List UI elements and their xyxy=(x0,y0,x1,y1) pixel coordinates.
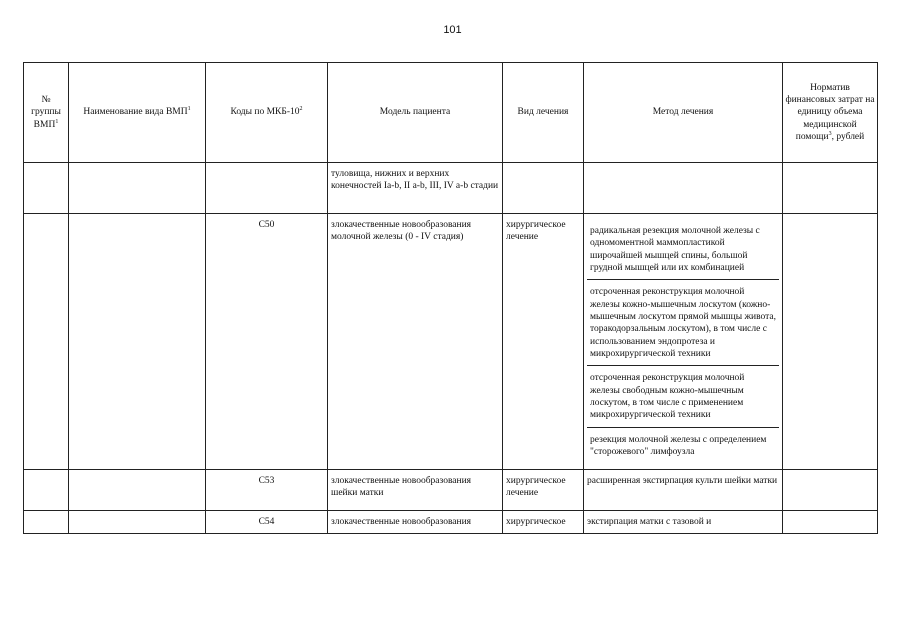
vmp-name-cell xyxy=(69,469,206,510)
cost-norm-cell xyxy=(783,469,878,510)
patient-model-cell: злокачественные новообразования шейки матки xyxy=(328,469,503,510)
treatment-type-cell xyxy=(503,163,584,214)
treatment-type-cell: хирургическое лечение xyxy=(503,214,584,470)
cost-norm-cell xyxy=(783,214,878,470)
header-cost-norm: Норматив финансовых затрат на единицу объема медицинской помощи$^3$, рублей xyxy=(783,63,878,163)
patient-model-cell: злокачественные новообразования xyxy=(328,510,503,533)
group-no-cell xyxy=(24,510,69,533)
vmp-name-cell xyxy=(69,163,206,214)
page-number: 101 xyxy=(443,24,462,36)
header-group-no: № группы ВМП$^1$ xyxy=(24,63,69,163)
treatment-method-cell: экстирпация матки с тазовой и xyxy=(584,510,783,533)
table-row xyxy=(24,510,878,533)
header-icd-codes: Коды по МКБ-$10^2$ xyxy=(206,63,328,163)
treatment-type-cell: хирургическое лечение xyxy=(503,469,584,510)
table-row xyxy=(24,163,878,214)
header-row xyxy=(24,63,878,163)
header-vmp-name: Наименование вида ВМП$^1$ xyxy=(69,63,206,163)
cost-norm-cell xyxy=(783,510,878,533)
header-treatment-type: Вид лечения xyxy=(503,63,584,163)
treatment-type-cell: хирургическое xyxy=(503,510,584,533)
method-item: отсроченная реконструкция молочной железы свободным кожно-мышечным лоскутом, в том числе с применением микрохирургической техники xyxy=(587,366,779,427)
table-row xyxy=(24,469,878,510)
patient-model-cell: туловища, нижних и верхних конечностей Ia-b, II a-b, III, IV a-b стадии xyxy=(328,163,503,214)
table-row xyxy=(24,214,878,470)
vmp-name-cell xyxy=(69,214,206,470)
patient-model-cell: злокачественные новообразования молочной железы (0 - IV стадия) xyxy=(328,214,503,470)
method-item: резекция молочной железы с определением "сторожевого" лимфоузла xyxy=(590,434,767,458)
icd-code-cell: C53 xyxy=(206,469,328,510)
group-no-cell xyxy=(24,163,69,214)
vmp-name-cell xyxy=(69,510,206,533)
icd-code-cell: C50 xyxy=(206,214,328,470)
method-item: отсроченная реконструкция молочной железы кожно-мышечным лоскутом (кожно-мышечным лоскутом прямой мышцы живота, торакодорзальным лоскутом), в том числе с использованием эндопротеза и микрохирургической техники xyxy=(587,280,779,366)
group-no-cell xyxy=(24,214,69,470)
icd-code-cell xyxy=(206,163,328,214)
group-no-cell xyxy=(24,469,69,510)
header-treatment-method: Метод лечения xyxy=(584,63,783,163)
treatment-method-cell: расширенная экстирпация культи шейки матки xyxy=(584,469,783,510)
treatment-method-cell xyxy=(584,214,783,470)
treatment-method-cell xyxy=(584,163,783,214)
method-item: радикальная резекция молочной железы с одномоментной маммопластикой широчайшей мышцей спины, большой грудной мышцей или их комбинацией xyxy=(587,219,779,280)
cost-norm-cell xyxy=(783,163,878,214)
vmp-table xyxy=(23,62,878,534)
header-patient-model: Модель пациента xyxy=(328,63,503,163)
icd-code-cell: C54 xyxy=(206,510,328,533)
